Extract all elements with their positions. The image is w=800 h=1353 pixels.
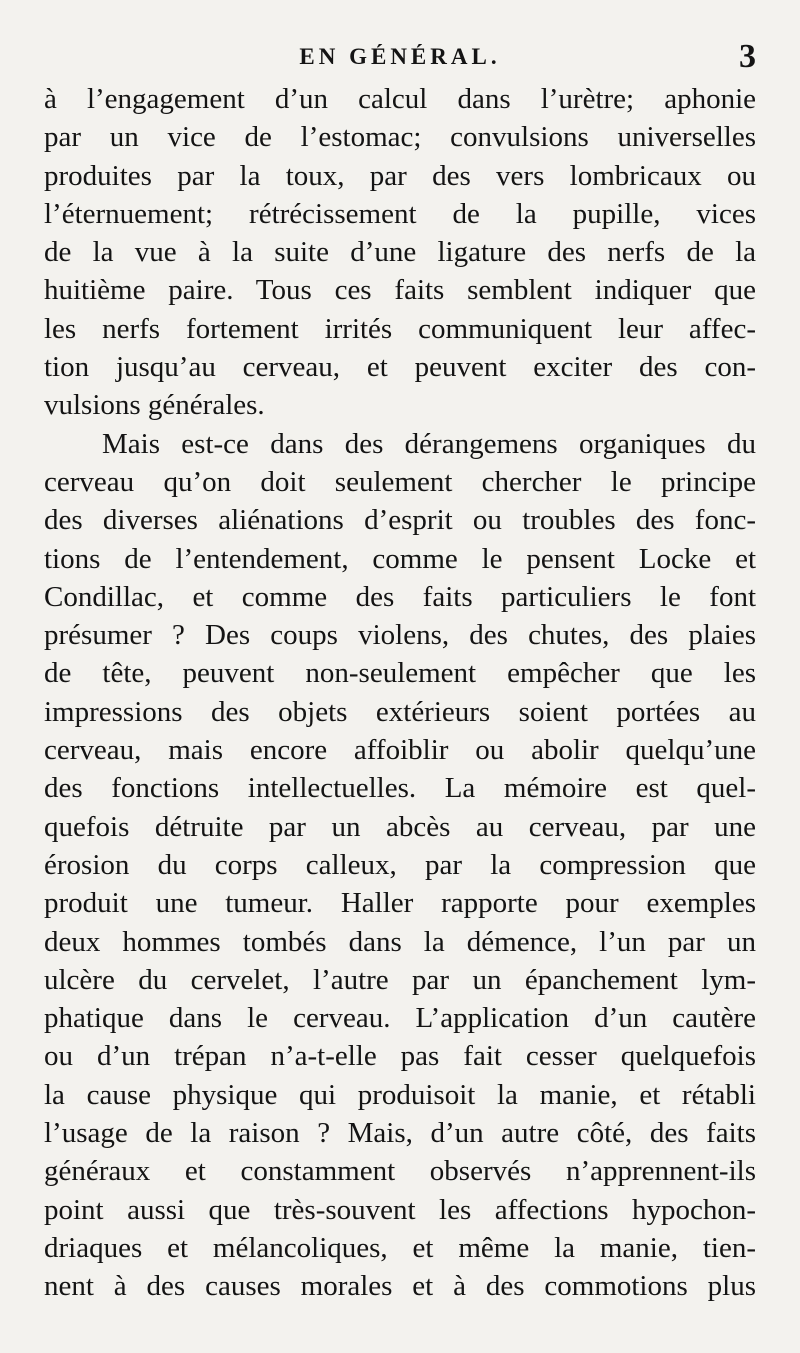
text-line: les nerfs fortement irrités communiquent leur affec- bbox=[44, 312, 756, 345]
text-line: Mais est-ce dans des dérangemens organiques du bbox=[102, 427, 756, 460]
text-line: produit une tumeur. Haller rapporte pour exemples bbox=[44, 887, 756, 920]
running-title: EN GÉNÉRAL. bbox=[299, 44, 501, 69]
text-line: l’éternuement; rétrécissement de la pupille, vices bbox=[44, 197, 756, 230]
text-line: cerveau, mais encore affoiblir ou abolir quelqu’une bbox=[44, 734, 756, 767]
text-line: quefois détruite par un abcès au cerveau, par une bbox=[44, 810, 756, 843]
text-line: impressions des objets extérieurs soient portées au bbox=[44, 695, 756, 728]
page-number: 3 bbox=[739, 38, 756, 75]
text-line: produites par la toux, par des vers lombricaux ou bbox=[44, 159, 756, 192]
text-line: de tête, peuvent non-seulement empêcher que les bbox=[44, 657, 756, 690]
text-line: l’usage de la raison ? Mais, d’un autre côté, des faits bbox=[44, 1117, 756, 1150]
text-line: des fonctions intellectuelles. La mémoire est quel- bbox=[44, 772, 756, 805]
text-line: driaques et mélancoliques, et même la manie, tien- bbox=[44, 1231, 756, 1264]
text-line: tion jusqu’au cerveau, et peuvent exciter des con- bbox=[44, 351, 756, 384]
text-line: des diverses aliénations d’esprit ou troubles des fonc- bbox=[44, 504, 756, 537]
text-line: ou d’un trépan n’a-t-elle pas fait cesser quelquefois bbox=[44, 1040, 756, 1073]
text-line: de la vue à la suite d’une ligature des nerfs de la bbox=[44, 236, 756, 269]
text-line: nent à des causes morales et à des commotions plus bbox=[44, 1270, 756, 1303]
text-line: érosion du corps calleux, par la compression que bbox=[44, 848, 756, 881]
text-line: par un vice de l’estomac; convulsions universelles bbox=[44, 121, 756, 154]
text-line: Condillac, et comme des faits particuliers le font bbox=[44, 580, 756, 613]
text-line: phatique dans le cerveau. L’application d’un cautère bbox=[44, 1002, 756, 1035]
text-line: la cause physique qui produisoit la manie, et rétabli bbox=[44, 1078, 756, 1111]
text-line: ulcère du cervelet, l’autre par un épanchement lym- bbox=[44, 963, 756, 996]
text-line: point aussi que très-souvent les affections hypochon- bbox=[44, 1193, 756, 1226]
text-line: tions de l’entendement, comme le pensent Locke et bbox=[44, 542, 756, 575]
running-head bbox=[44, 38, 756, 84]
text-line: à l’engagement d’un calcul dans l’urètre; aphonie bbox=[44, 83, 756, 115]
text-line: vulsions générales. bbox=[44, 389, 265, 422]
text-line: présumer ? Des coups violens, des chutes, des plaies bbox=[44, 619, 756, 652]
text-line: huitième paire. Tous ces faits semblent indiquer que bbox=[44, 274, 756, 307]
text-line: deux hommes tombés dans la démence, l’un par un bbox=[44, 925, 756, 958]
body-text bbox=[44, 80, 756, 1306]
text-line: généraux et constamment observés n’apprennent-ils bbox=[44, 1155, 756, 1188]
text-line: cerveau qu’on doit seulement chercher le principe bbox=[44, 465, 756, 498]
